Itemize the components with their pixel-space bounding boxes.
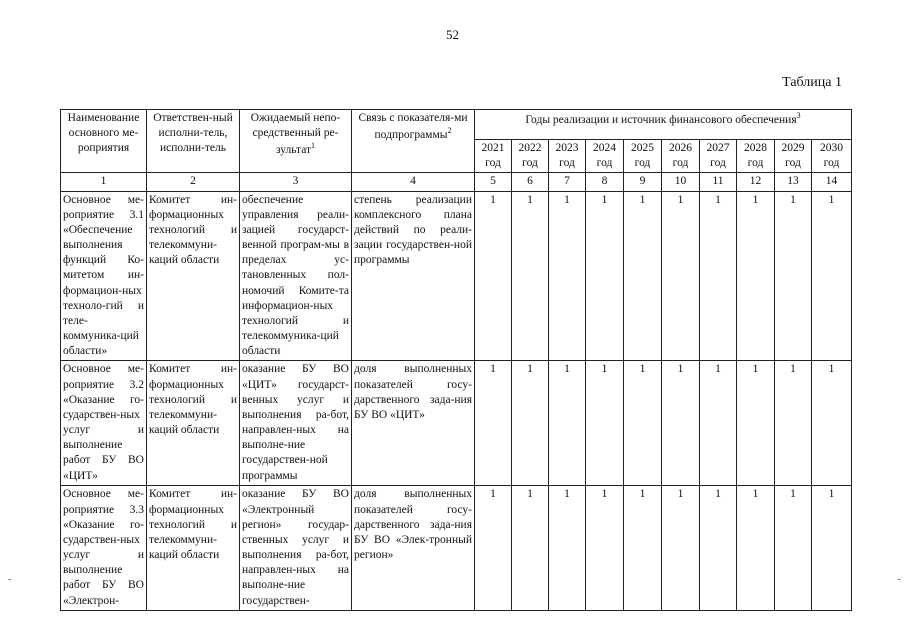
year-value-cell: 1 <box>624 361 662 486</box>
table-label: Таблица 1 <box>782 75 842 90</box>
header-indicator-link: Связь с показателя-ми подпрограммы$^2$ <box>352 110 475 173</box>
column-number: 8 <box>586 173 624 191</box>
year-value-cell: 1 <box>737 486 775 610</box>
column-number: 2 <box>147 173 240 191</box>
header-year: 2027 год <box>700 140 737 173</box>
column-number: 1 <box>61 173 147 191</box>
header-year: 2024 год <box>586 140 624 173</box>
page-number: 52 <box>446 27 459 42</box>
header-year: 2021 год <box>475 140 512 173</box>
year-value-cell: 1 <box>586 361 624 486</box>
column-number: 10 <box>662 173 700 191</box>
header-year: 2028 год <box>737 140 775 173</box>
responsible-cell: Комитет ин-формационных технологий и телекоммуни-каций области <box>147 191 240 361</box>
responsible-cell: Комитет ин-формационных технологий и телекоммуни-каций области <box>147 486 240 610</box>
left-edge-mark: - <box>8 574 12 585</box>
header-years-group: Годы реализации и источник финансового обеспечения$^3$ <box>475 110 852 140</box>
year-value-cell: 1 <box>512 361 549 486</box>
indicator-link-cell: степень реализации комплексного плана действий по реали-зации государствен-ной программы <box>352 191 475 361</box>
column-number: 3 <box>240 173 352 191</box>
year-value-cell: 1 <box>624 486 662 610</box>
column-number: 6 <box>512 173 549 191</box>
year-value-cell: 1 <box>700 191 737 361</box>
expected-result-cell: оказание БУ ВО «ЦИТ» государст-венных услуг и выполнения ра-бот, направлен-ных на выполне-ние государствен-ной программы <box>240 361 352 486</box>
year-value-cell: 1 <box>700 486 737 610</box>
year-value-cell: 1 <box>512 486 549 610</box>
header-name: Наименование основного ме-роприятия <box>61 110 147 173</box>
year-value-cell: 1 <box>812 486 852 610</box>
year-value-cell: 1 <box>700 361 737 486</box>
year-value-cell: 1 <box>662 486 700 610</box>
year-value-cell: 1 <box>586 191 624 361</box>
header-year: 2025 год <box>624 140 662 173</box>
year-value-cell: 1 <box>475 361 512 486</box>
header-year: 2029 год <box>775 140 812 173</box>
year-value-cell: 1 <box>737 191 775 361</box>
right-edge-mark: - <box>897 574 901 585</box>
indicator-link-cell: доля выполненных показателей госу-дарственного зада-ния БУ ВО «Элек-тронный регион» <box>352 486 475 610</box>
year-value-cell: 1 <box>475 486 512 610</box>
year-value-cell: 1 <box>775 361 812 486</box>
table-row <box>61 486 852 610</box>
column-number: 7 <box>549 173 586 191</box>
header-expected-result: Ожидаемый непо-средственный ре-зультат$^1$ <box>240 110 352 173</box>
header-year: 2023 год <box>549 140 586 173</box>
column-number: 14 <box>812 173 852 191</box>
column-number: 13 <box>775 173 812 191</box>
table-row <box>61 361 852 486</box>
year-value-cell: 1 <box>662 361 700 486</box>
year-value-cell: 1 <box>549 486 586 610</box>
year-value-cell: 1 <box>737 361 775 486</box>
measure-name-cell: Основное ме-роприятие 3.2 «Оказание го-сударствен-ных услуг и выполнение работ БУ ВО «ЦИТ» <box>61 361 147 486</box>
year-value-cell: 1 <box>549 361 586 486</box>
expected-result-cell: оказание БУ ВО «Электронный регион» государ-ственных услуг и выполнения ра-бот, направлен-ных на выполне-ние государствен- <box>240 486 352 610</box>
table-row <box>61 191 852 361</box>
header-responsible: Ответствен-ный исполни-тель, исполни-тель <box>147 110 240 173</box>
year-value-cell: 1 <box>775 191 812 361</box>
measure-name-cell: Основное ме-роприятие 3.1 «Обеспечение выполнения функций Ко-митетом ин-формацион-ных техноло-гий и теле-коммуника-ций области» <box>61 191 147 361</box>
year-value-cell: 1 <box>812 361 852 486</box>
year-value-cell: 1 <box>475 191 512 361</box>
header-year: 2026 год <box>662 140 700 173</box>
column-number: 4 <box>352 173 475 191</box>
year-value-cell: 1 <box>775 486 812 610</box>
year-value-cell: 1 <box>512 191 549 361</box>
measures-table <box>60 109 852 611</box>
column-number: 9 <box>624 173 662 191</box>
year-value-cell: 1 <box>549 191 586 361</box>
measure-name-cell: Основное ме-роприятие 3.3 «Оказание го-сударствен-ных услуг и выполнение работ БУ ВО «Электрон- <box>61 486 147 610</box>
year-value-cell: 1 <box>812 191 852 361</box>
column-number: 5 <box>475 173 512 191</box>
year-value-cell: 1 <box>586 486 624 610</box>
year-value-cell: 1 <box>624 191 662 361</box>
column-number: 11 <box>700 173 737 191</box>
header-year: 2030 год <box>812 140 852 173</box>
expected-result-cell: обеспечение управления реали-зацией государст-венной програм-мы в пределах ус-тановленных пол-номочий Комите-та информацион-ных технологий и телекоммуника-ций области <box>240 191 352 361</box>
column-number: 12 <box>737 173 775 191</box>
year-value-cell: 1 <box>662 191 700 361</box>
indicator-link-cell: доля выполненных показателей госу-дарственного зада-ния БУ ВО «ЦИТ» <box>352 361 475 486</box>
header-year: 2022 год <box>512 140 549 173</box>
responsible-cell: Комитет ин-формационных технологий и телекоммуни-каций области <box>147 361 240 486</box>
